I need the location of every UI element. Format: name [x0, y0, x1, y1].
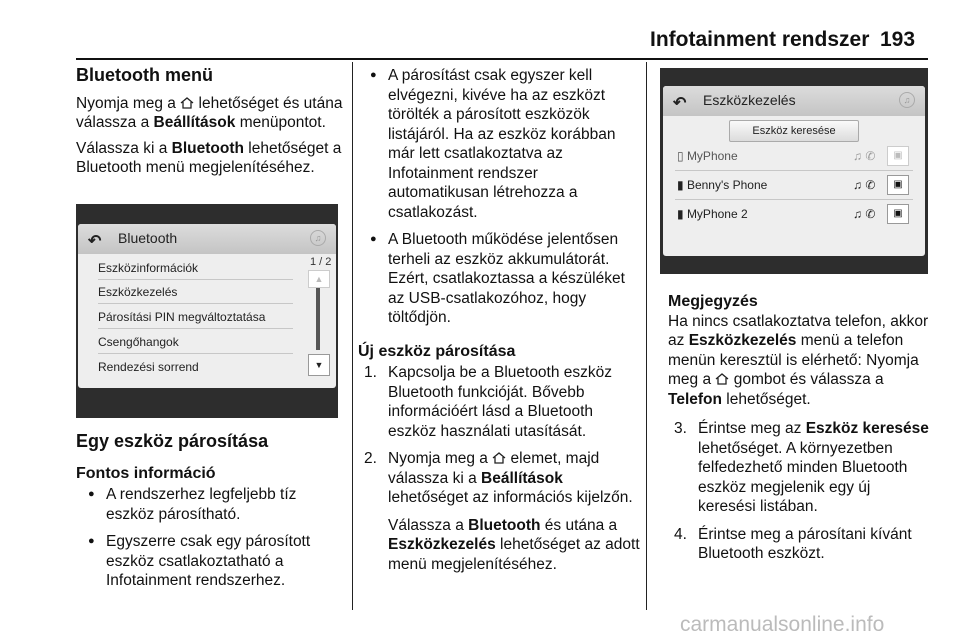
device-management-panel: [663, 86, 925, 256]
back-arrow-icon[interactable]: ↶: [673, 95, 687, 112]
back-arrow-icon[interactable]: ↶: [88, 233, 102, 250]
menu-divider: [98, 328, 293, 329]
menu-item-device-info[interactable]: Eszközinformációk: [98, 261, 199, 275]
running-header-title: Infotainment rendszer: [650, 28, 870, 51]
step-2: 2. Nyomja meg a elemet, majd válassza ki a Beállítások lehetőséget az információs kijelzőn.: [364, 450, 633, 506]
heading-note: Megjegyzés: [668, 293, 758, 310]
page-indicator: 1 / 2: [310, 256, 332, 268]
home-icon: [180, 97, 194, 109]
home-icon: [492, 452, 506, 464]
find-device-button[interactable]: Eszköz keresése: [729, 120, 859, 142]
menu-divider: [98, 303, 293, 304]
menu-divider: [98, 353, 293, 354]
watermark: carmanualsonline.info: [680, 613, 885, 636]
music-note-icon: ♫: [310, 230, 326, 246]
menu-item-ringtones[interactable]: Csengőhangok: [98, 335, 179, 349]
step-2-continued: Válassza a Bluetooth és utána a Eszközkezelés lehetőséget az adott menü megjelenítéséhez.: [388, 516, 640, 573]
bullet-pair-once: ● A párosítást csak egyszer kell elvégezni, kivéve ha az eszközt törölték a párosított eszközök listájáról. Ha az eszköz korábban már lett csatlakoztatva az Infotainment rendszer automatikusan létrehozza a csatlakozást.: [358, 66, 640, 222]
scroll-down-button[interactable]: ▼: [308, 354, 330, 376]
device-management-title: Eszközkezelés: [703, 92, 796, 108]
step-3: 3. Érintse meg az Eszköz keresése lehetőséget. A környezetben felfedezhető minden Bluetooth eszköz megjelenik egy új keresési listában.: [674, 420, 929, 515]
header-rule: [76, 58, 928, 60]
device-item-myphone-2[interactable]: ▮ MyPhone 2: [677, 207, 748, 221]
step-1: 1. Kapcsolja be a Bluetooth eszköz Bluetooth funkcióját. Bővebb információért lásd a Bluetooth eszköz használati utasítását.: [364, 364, 613, 440]
phone-audio-icon: ♫ ✆: [853, 149, 876, 163]
left-column-lower: [76, 432, 346, 599]
bluetooth-menu-panel: [78, 224, 336, 388]
device-management-screenshot: [660, 68, 928, 274]
device-item-bennys-phone[interactable]: ▮ Benny's Phone: [677, 178, 768, 192]
device-management-topbar: [663, 86, 925, 116]
column-divider-1: [352, 62, 353, 610]
bullet-one-connected: ● Egyszerre csak egy párosított eszköz csatlakoztatható a Infotainment rendszerhez.: [76, 532, 346, 591]
middle-column: [358, 66, 640, 582]
step-4: 4. Érintse meg a párosítani kívánt Bluetooth eszközt.: [674, 525, 912, 562]
heading-pair-device: Egy eszköz párosítása: [76, 431, 269, 451]
list-divider: [675, 170, 913, 171]
page-number: 193: [880, 28, 916, 51]
bluetooth-screen-title: Bluetooth: [118, 230, 178, 246]
lock-icon[interactable]: ▣: [887, 146, 909, 166]
home-icon: [715, 373, 729, 385]
bluetooth-menu-topbar: [78, 224, 336, 254]
scroll-up-button[interactable]: ▲: [308, 270, 330, 288]
phone-audio-icon: ♫ ✆: [853, 178, 876, 192]
lock-icon[interactable]: ▣: [887, 204, 909, 224]
bluetooth-menu-screenshot: [76, 204, 338, 418]
scrollbar[interactable]: [316, 288, 320, 350]
music-note-icon: ♫: [899, 92, 915, 108]
menu-item-change-pin[interactable]: Párosítási PIN megváltoztatása: [98, 310, 266, 324]
heading-bluetooth-menu: Bluetooth menü: [76, 65, 213, 85]
lock-icon[interactable]: ▣: [887, 175, 909, 195]
paragraph-note: Ha nincs csatlakoztatva telefon, akkor az Eszközkezelés menü a telefon menün keresztül is elérhető: Nyomja meg a gombot és válassza a Telefon lehetőséget.: [668, 312, 929, 408]
right-column: [668, 292, 930, 572]
menu-item-sort-order[interactable]: Rendezési sorrend: [98, 360, 199, 374]
paragraph-press-home: Nyomja meg a lehetőséget és utána válassza a Beállítások menüpontot.: [76, 94, 343, 131]
heading-new-device: Új eszköz párosítása: [358, 342, 516, 360]
menu-divider: [98, 279, 293, 280]
list-divider: [675, 199, 913, 200]
left-column: [76, 66, 346, 184]
menu-item-device-management[interactable]: Eszközkezelés: [98, 285, 178, 299]
phone-audio-icon: ♫ ✆: [853, 207, 876, 221]
column-divider-2: [646, 62, 647, 610]
bullet-battery: ● A Bluetooth működése jelentősen terheli az eszköz akkumulátorát. Ezért, csatlakoztassa a készüléket az USB-csatlakozóhoz, hogy töltődjön.: [358, 230, 640, 328]
heading-important-info: Fontos információ: [76, 464, 216, 482]
bullet-max-devices: ● A rendszerhez legfeljebb tíz eszköz párosítható.: [76, 485, 346, 524]
paragraph-select-bluetooth: Válassza ki a Bluetooth lehetőséget a Bluetooth menü megjelenítéséhez.: [76, 139, 342, 176]
device-item-myphone[interactable]: ▯ MyPhone: [677, 149, 738, 163]
